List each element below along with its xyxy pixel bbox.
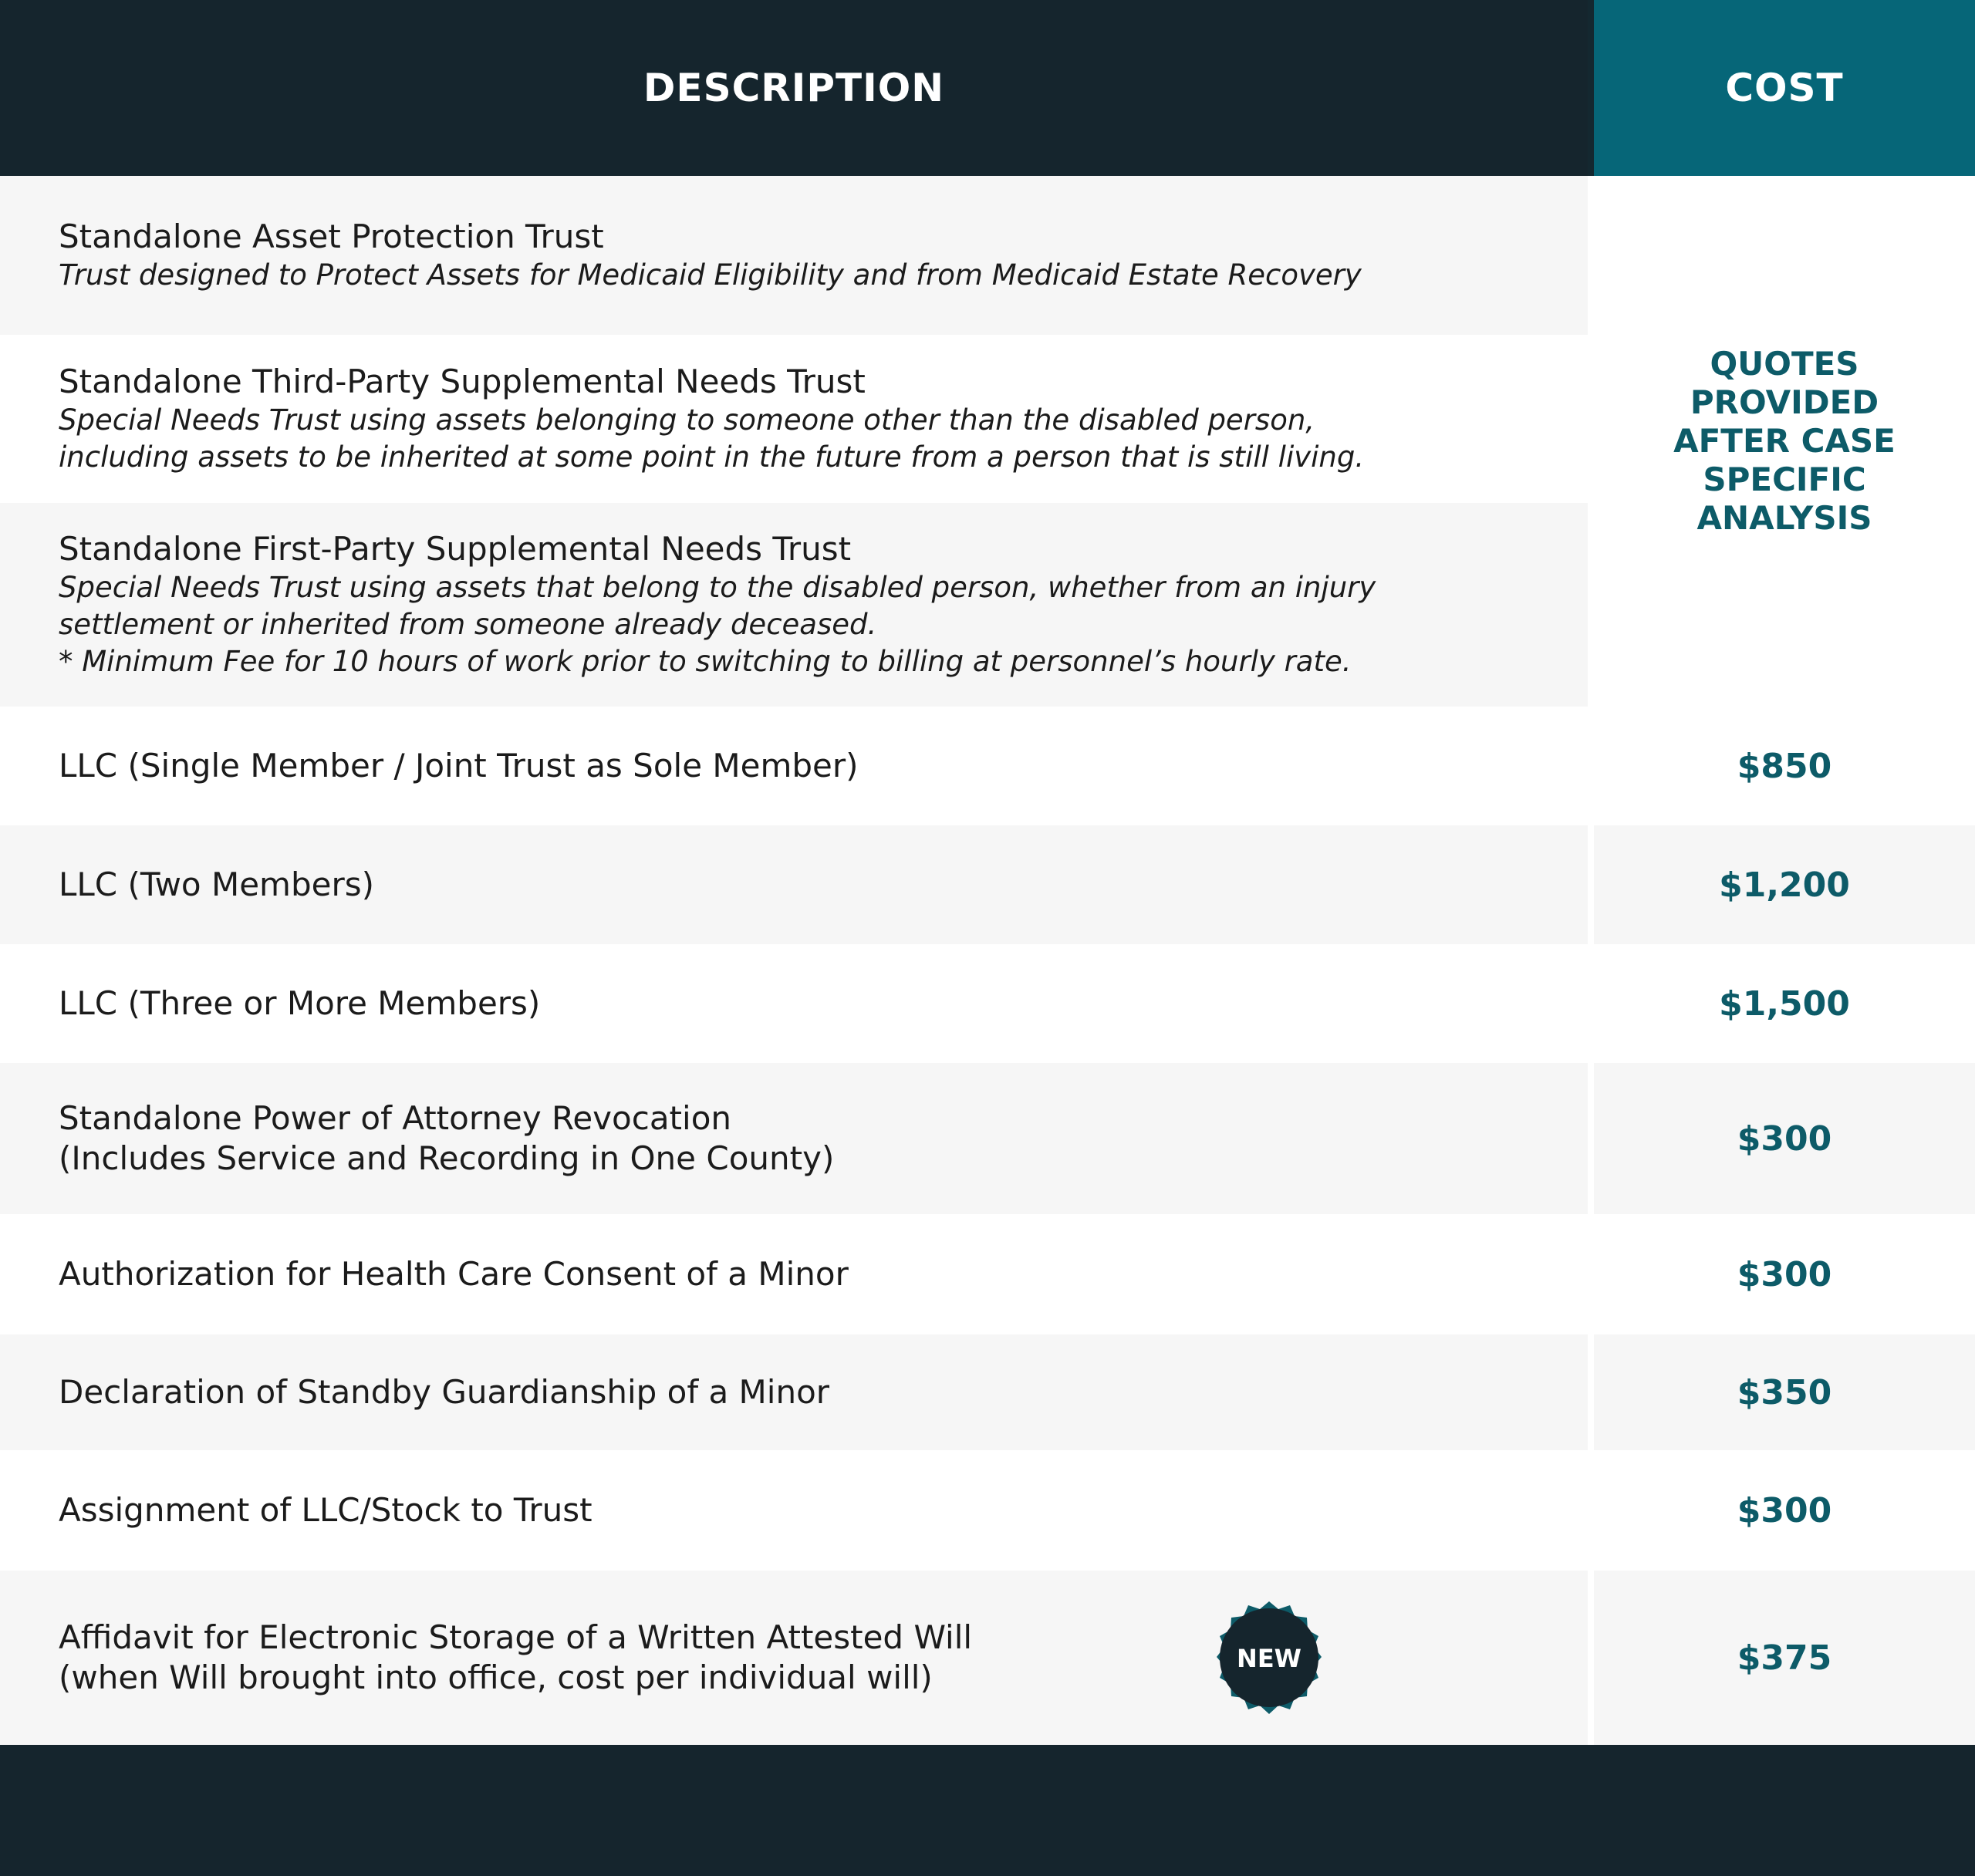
row-title: Standalone First-Party Supplemental Needs Trust [59,530,852,568]
row-title-line2: (when Will brought into office, cost per individual will) [59,1658,933,1696]
row-subtitle: Trust designed to Protect Assets for Medicaid Eligibility and from Medicaid Estate Recovery [59,258,1362,292]
cost-cell: $300 [1594,1063,1975,1214]
row-title: LLC (Two Members) [59,865,374,903]
table-row [0,1063,1588,1214]
table-row [0,1334,1588,1450]
row-title: LLC (Single Member / Joint Trust as Sole Member) [59,747,859,784]
description-column [0,176,1588,1745]
row-title: Affidavit for Electronic Storage of a Written Attested Will [59,1618,973,1656]
row-title: LLC (Three or More Members) [59,984,541,1022]
table-row [0,825,1588,944]
table-row [0,944,1588,1063]
row-note: * Minimum Fee for 10 hours of work prior to switching to billing at personnel’s hourly rate. [59,645,1352,678]
table-row [0,1571,1588,1745]
quote-cell [1594,176,1975,707]
cost-cell: $1,200 [1594,825,1975,944]
table-row [0,503,1588,707]
row-title-line2: (Includes Service and Recording in One County) [59,1139,835,1177]
table-row [0,707,1588,825]
cost-column-header: COST [1594,0,1975,176]
row-subtitle: including assets to be inherited at some point in the future from a person that is still living. [59,440,1365,474]
row-title: Authorization for Health Care Consent of a Minor [59,1255,849,1293]
quote-line: SPECIFIC [1703,461,1866,498]
new-badge [1205,1594,1333,1722]
row-title: Standalone Asset Protection Trust [59,218,604,255]
row-title: Standalone Third-Party Supplemental Needs Trust [59,363,866,400]
column-divider [1588,176,1594,1745]
quote-line: PROVIDED [1690,383,1879,421]
footer-band [0,1745,1975,1876]
table-row [0,176,1588,335]
quote-line: AFTER CASE [1673,422,1896,460]
cost-cell: $850 [1594,707,1975,825]
cost-column [1594,176,1975,1745]
table-row [0,1450,1588,1571]
cost-cell: $1,500 [1594,944,1975,1063]
quote-line: ANALYSIS [1696,499,1872,537]
cost-cell: $375 [1594,1571,1975,1745]
table-row [0,1214,1588,1334]
badge-label: NEW [1237,1644,1301,1673]
row-subtitle: Special Needs Trust using assets that belong to the disabled person, whether from an injury [59,571,1376,604]
table-header [0,0,1975,176]
row-title: Declaration of Standby Guardianship of a Minor [59,1373,830,1411]
table-body [0,176,1975,1745]
row-title: Assignment of LLC/Stock to Trust [59,1491,592,1529]
cost-cell: $300 [1594,1450,1975,1571]
description-column-header: DESCRIPTION [0,0,1588,176]
table-row [0,335,1588,503]
quote-line: QUOTES [1710,345,1859,383]
row-subtitle: Special Needs Trust using assets belonging to someone other than the disabled person, [59,403,1315,437]
row-subtitle: settlement or inherited from someone already deceased. [59,608,877,641]
cost-cell: $350 [1594,1334,1975,1450]
row-title: Standalone Power of Attorney Revocation [59,1099,732,1137]
cost-cell: $300 [1594,1214,1975,1334]
